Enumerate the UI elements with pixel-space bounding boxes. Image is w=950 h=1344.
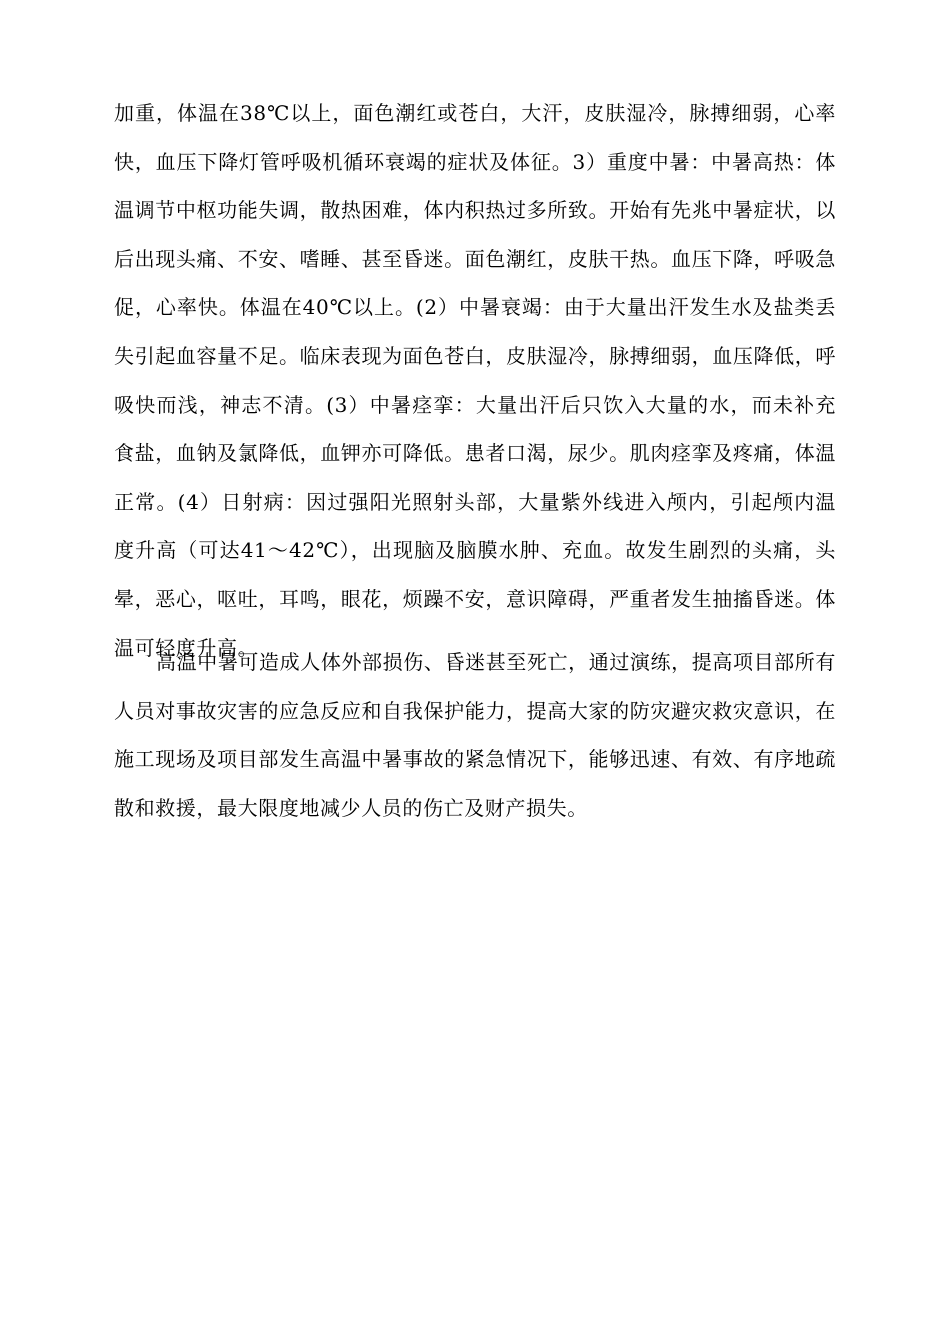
paragraph-text: 高温中暑可造成人体外部损伤、昏迷甚至死亡，通过演练，提高项目部所有人员对事故灾害的应急反应和自我保护能力，提高大家的防灾避灾救灾意识，在施工现场及项目部发生高温中暑事故的紧急情况下，能够迅速、有效、有序地疏散和救援，最大限度地减少人员的伤亡及财产损失。 (114, 650, 836, 820)
paragraph-heatstroke-symptoms (114, 89, 836, 672)
paragraph-drill-purpose (114, 638, 836, 832)
paragraph-text: 加重，体温在38℃以上，面色潮红或苍白，大汗，皮肤湿冷，脉搏细弱，心率快，血压下降灯管呼吸机循环衰竭的症状及体征。3）重度中暑：中暑高热：体温调节中枢功能失调，散热困难，体内积热过多所致。开始有先兆中暑症状，以后出现头痛、不安、嗜睡、甚至昏迷。面色潮红，皮肤干热。血压下降，呼吸急促，心率快。体温在40℃以上。(2）中暑衰竭：由于大量出汗发生水及盐类丢失引起血容量不足。临床表现为面色苍白，皮肤湿冷，脉搏细弱，血压降低，呼吸快而浅，神志不清。(3）中暑痉挛：大量出汗后只饮入大量的水，而未补充食盐，血钠及氯降低，血钾亦可降低。患者口渴，尿少。肌肉痉挛及疼痛，体温正常。(4）日射病：因过强阳光照射头部，大量紫外线进入颅内，引起颅内温度升高（可达41～42℃），出现脑及脑膜水肿、充血。故发生剧烈的头痛，头晕，恶心，呕吐，耳鸣，眼花，烦躁不安，意识障碍，严重者发生抽搐昏迷。体温可轻度升高。 (114, 101, 836, 660)
